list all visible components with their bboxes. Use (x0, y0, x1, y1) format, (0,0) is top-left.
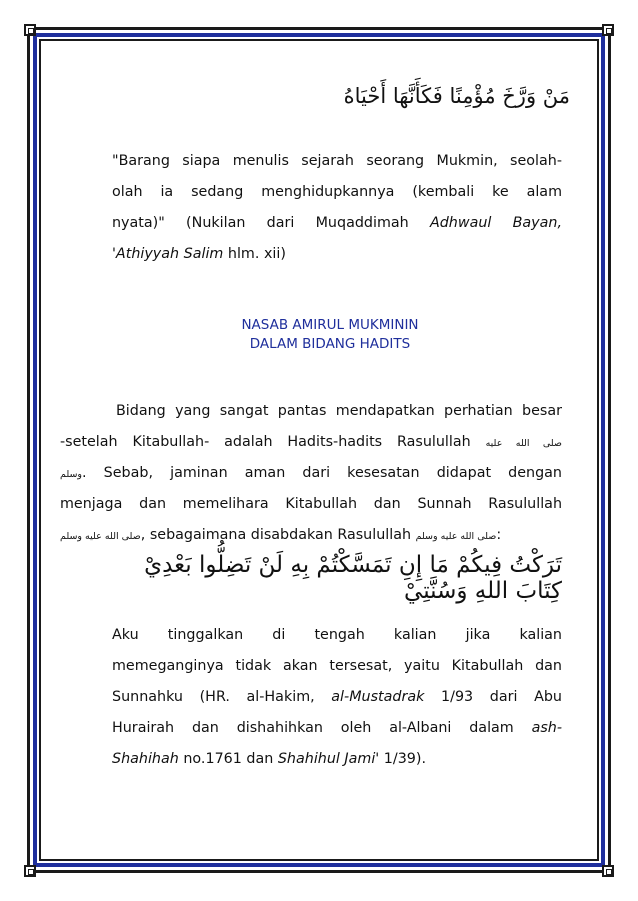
text-span: Hurairah dan dishahihkan oleh al-Albani dalam (112, 720, 532, 736)
text-line: menjaga dan memelihara Kitabullah dan Sunnah Rasulullah (60, 496, 562, 512)
text-span: , sebagaimana disabdakan Rasulullah (140, 527, 416, 543)
paragraph-hadith-translation (112, 620, 562, 775)
text-span: hlm. xii) (223, 246, 286, 262)
section-heading (150, 316, 510, 354)
text-line (60, 458, 562, 489)
corner-ornament-icon (24, 24, 36, 36)
book-title: ash- (531, 720, 562, 736)
arabic-salutation: صلى الله عليه وسلم (60, 531, 141, 542)
arabic-hadith: تَرَكْتُ فِيكُمْ مَا إِنِ تَمَسَّكْتُمْ بِهِ لَنْ تَضِلُّوا بَعْدِيْ كِتَابَ اللهِ وَسُنَّتِيْ (144, 552, 562, 604)
text-span: 1/39). (379, 751, 427, 767)
book-title: Shahihah (112, 751, 179, 767)
arabic-salutation: وسلم (60, 469, 83, 480)
text-line (112, 682, 562, 713)
text-line (112, 713, 562, 744)
heading-line-1: NASAB AMIRUL MUKMININ (241, 317, 419, 333)
arabic-salutation: صلى الله عليه وسلم (415, 531, 497, 542)
text-line (112, 744, 562, 775)
text-span: no.1761 dan (178, 751, 278, 767)
text-span: nyata)" (Nukilan dari Muqaddimah (112, 215, 430, 231)
text-span: 1/93 dari Abu (424, 689, 562, 705)
text-line: Bidang yang sangat pantas mendapatkan perhatian besar (116, 403, 562, 419)
corner-ornament-icon (602, 865, 614, 877)
text-span: . Sebab, jaminan aman dari kesesatan didapat dengan (82, 465, 562, 481)
text-span: : (496, 527, 502, 543)
corner-ornament-icon (24, 865, 36, 877)
book-title: al-Mustadrak (331, 689, 425, 705)
text-span: Sunnahku (HR. al-Hakim, (112, 689, 332, 705)
book-title: Adhwaul Bayan, (429, 215, 562, 231)
text-line: memeganginya tidak akan tersesat, yaitu Kitabullah dan (112, 658, 562, 674)
paragraph-hadith-intro (60, 396, 562, 551)
text-line (60, 520, 562, 551)
text-line (60, 427, 562, 458)
book-title: Shahihul Jami' (277, 751, 380, 767)
arabic-salutation: صلى الله عليه (485, 438, 562, 449)
text-line: Aku tinggalkan di tengah kalian jika kalian (112, 627, 562, 643)
text-span: -setelah Kitabullah- adalah Hadits-hadits Rasulullah (60, 434, 471, 450)
corner-ornament-icon (602, 24, 614, 36)
arabic-quote: مَنْ وَرَّخَ مُؤْمِنًا فَكَأَنَّهَا أَحْيَاهُ (343, 84, 570, 108)
text-line: olah ia sedang menghidupkannya (kembali ke alam (112, 184, 562, 200)
author-name: 'Athiyyah Salim (112, 246, 224, 262)
text-line (112, 208, 562, 239)
paragraph-quote-translation (112, 146, 562, 270)
text-line: "Barang siapa menulis sejarah seorang Mukmin, seolah- (112, 153, 562, 169)
heading-line-2: DALAM BIDANG HADITS (249, 336, 411, 352)
text-line (112, 239, 562, 270)
